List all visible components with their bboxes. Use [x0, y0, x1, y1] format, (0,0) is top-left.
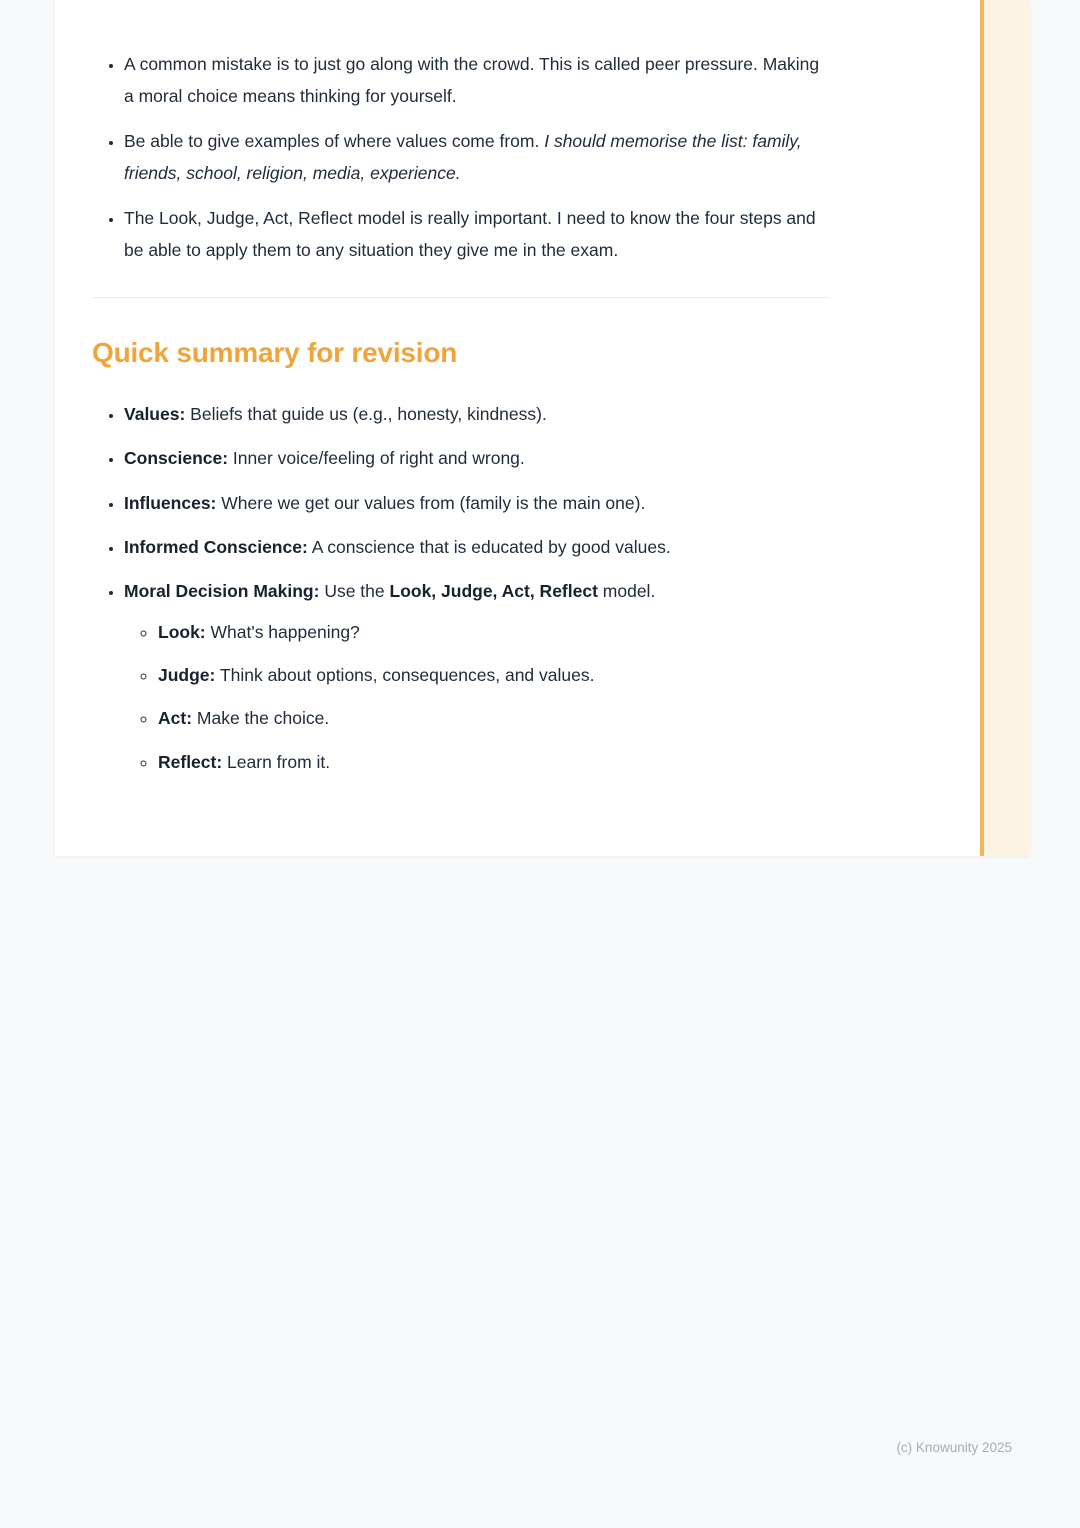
text-run: A conscience that is educated by good values. — [307, 536, 671, 557]
text-run: The Look, Judge, Act, Reflect model is really important. I need to know the four steps and be able to apply them to any situation they give me in the exam. — [124, 207, 816, 260]
text-run: Use the — [319, 581, 390, 602]
bold-text-run: Informed Conscience: — [124, 536, 308, 557]
summary-heading: Quick summary for revision — [92, 337, 458, 369]
exam-tip-item — [124, 125, 832, 190]
notes-content — [55, 0, 845, 778]
decorative-right-strip — [980, 0, 1030, 856]
bold-text-run: Moral Decision Making: — [124, 581, 320, 602]
bold-text-run: Look: — [158, 621, 206, 642]
summary-sub-item — [158, 616, 832, 648]
exam-tip-item — [124, 48, 832, 113]
notes-card — [55, 0, 1030, 856]
text-run: Where we get our values from (family is the main one). — [216, 492, 646, 513]
exam-tips-list — [92, 48, 832, 266]
summary-item — [124, 575, 832, 778]
text-run: A common mistake is to just go along with the crowd. This is called peer pressure. Making a moral choice means thinking for yourself. — [124, 54, 820, 107]
bold-text-run: Look, Judge, Act, Reflect — [389, 581, 598, 602]
summary-sub-item — [158, 659, 832, 691]
summary-item — [124, 398, 832, 430]
bold-text-run: Act: — [158, 708, 193, 729]
summary-sub-item — [158, 702, 832, 734]
text-run: model. — [597, 581, 656, 602]
summary-item — [124, 531, 832, 563]
bold-text-run: Conscience: — [124, 448, 229, 469]
exam-tip-item — [124, 202, 832, 267]
summary-sub-item — [158, 746, 832, 778]
summary-sub-list — [124, 616, 832, 779]
italic-text-run: I should memorise the list: family, friends, school, religion, media, experience. — [124, 130, 802, 184]
copyright-footer: (c) Knowunity 2025 — [896, 1440, 1012, 1455]
bold-text-run: Influences: — [124, 492, 217, 513]
text-run: Inner voice/feeling of right and wrong. — [228, 448, 525, 469]
summary-item — [124, 442, 832, 474]
text-run: Think about options, consequences, and values. — [215, 665, 595, 686]
bold-text-run: Judge: — [158, 665, 216, 686]
text-run: What's happening? — [205, 621, 360, 642]
text-run: Beliefs that guide us (e.g., honesty, kindness). — [185, 403, 547, 424]
section-divider — [92, 297, 829, 298]
text-run: Be able to give examples of where values come from. — [124, 130, 545, 151]
text-run: Learn from it. — [222, 751, 331, 772]
text-run: Make the choice. — [192, 708, 330, 729]
bold-text-run: Values: — [124, 403, 186, 424]
summary-list — [92, 398, 832, 778]
summary-item — [124, 487, 832, 519]
bold-text-run: Reflect: — [158, 751, 223, 772]
